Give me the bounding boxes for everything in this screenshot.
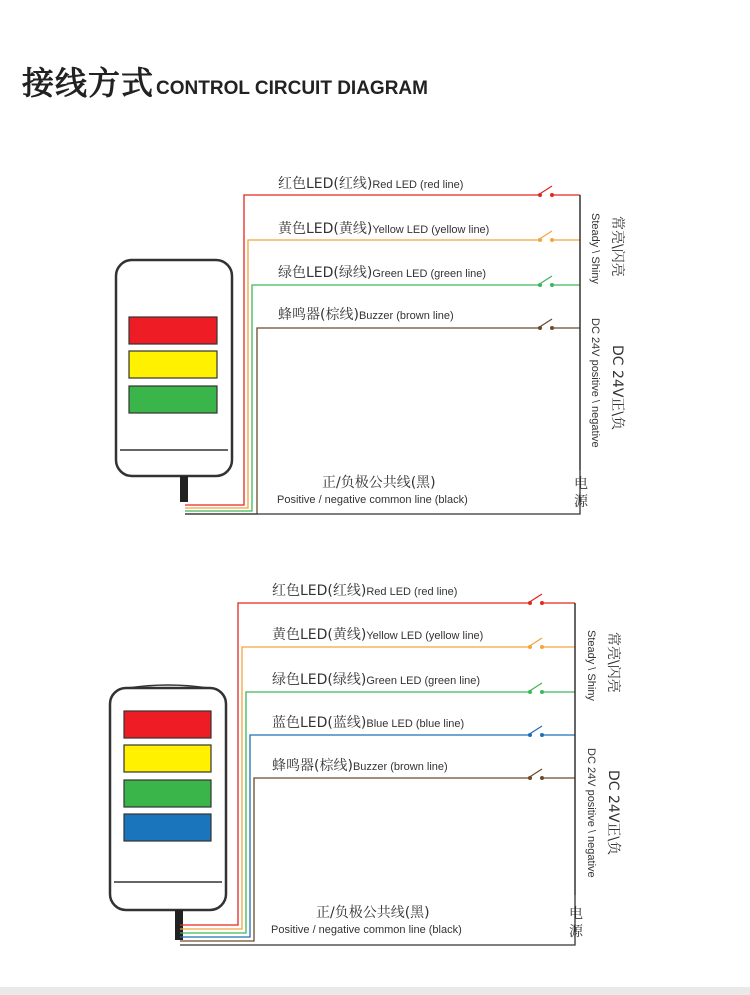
signal-tower-lamp-4 xyxy=(110,685,226,940)
mode-label-en-4: Steady \ Shiny xyxy=(585,630,597,701)
buzzer-label: 蜂鸣器(棕线)Buzzer (brown line) xyxy=(278,307,454,323)
wires xyxy=(185,195,580,514)
red-wire xyxy=(185,195,540,505)
blue-label-4: 蓝色LED(蓝线)Blue LED (blue line) xyxy=(272,715,465,731)
wires-4 xyxy=(180,603,575,945)
green-lamp xyxy=(129,386,217,413)
dc-label-en-4: DC 24V positive \ negative xyxy=(585,748,597,878)
bottom-divider xyxy=(0,987,750,995)
yellow-label: 黄色LED(黄线)Yellow LED (yellow line) xyxy=(278,221,490,237)
blue-lamp-4 xyxy=(124,814,211,841)
dc-label-cn: DC 24V正\负 xyxy=(609,345,625,431)
red-lamp xyxy=(129,317,217,344)
mode-label-cn-4: 常亮\闪亮 xyxy=(605,632,621,693)
yellow-lamp-4 xyxy=(124,745,211,772)
power-label-1: 电 xyxy=(574,476,588,492)
diagram-three-layer xyxy=(116,175,626,514)
mode-label-cn: 常亮\闪亮 xyxy=(609,216,625,277)
dc-label-en: DC 24V positive \ negative xyxy=(589,318,601,448)
power-label-2-4: 源 xyxy=(569,924,583,940)
mode-label-en: Steady \ Shiny xyxy=(589,213,601,284)
green-lamp-4 xyxy=(124,780,211,807)
diagram-four-layer xyxy=(110,582,622,945)
red-label-4: 红色LED(红线)Red LED (red line) xyxy=(272,583,458,599)
cable-stem xyxy=(180,476,188,502)
green-label: 绿色LED(绿线)Green LED (green line) xyxy=(278,265,487,281)
common-label-cn-4: 正/负极公共线(黑) xyxy=(316,905,430,921)
yellow-label-4: 黄色LED(黄线)Yellow LED (yellow line) xyxy=(272,627,484,643)
common-label-en: Positive / negative common line (black) xyxy=(277,494,468,506)
switches xyxy=(538,186,554,330)
red-lamp-4 xyxy=(124,711,211,738)
buzzer-label-4: 蜂鸣器(棕线)Buzzer (brown line) xyxy=(272,758,448,774)
yellow-lamp xyxy=(129,351,217,378)
green-label-4: 绿色LED(绿线)Green LED (green line) xyxy=(272,672,481,688)
title-chinese: 接线方式 xyxy=(22,64,155,102)
common-label-en-4: Positive / negative common line (black) xyxy=(271,924,462,936)
common-label-cn: 正/负极公共线(黑) xyxy=(322,475,436,491)
signal-tower-lamp xyxy=(116,260,232,502)
power-label-1-4: 电 xyxy=(569,906,583,922)
dc-label-cn-4: DC 24V正\负 xyxy=(605,770,621,856)
power-label-2: 源 xyxy=(574,494,588,510)
title-english: CONTROL CIRCUIT DIAGRAM xyxy=(156,78,428,99)
red-label: 红色LED(红线)Red LED (red line) xyxy=(278,176,464,192)
switches-4 xyxy=(528,594,544,780)
